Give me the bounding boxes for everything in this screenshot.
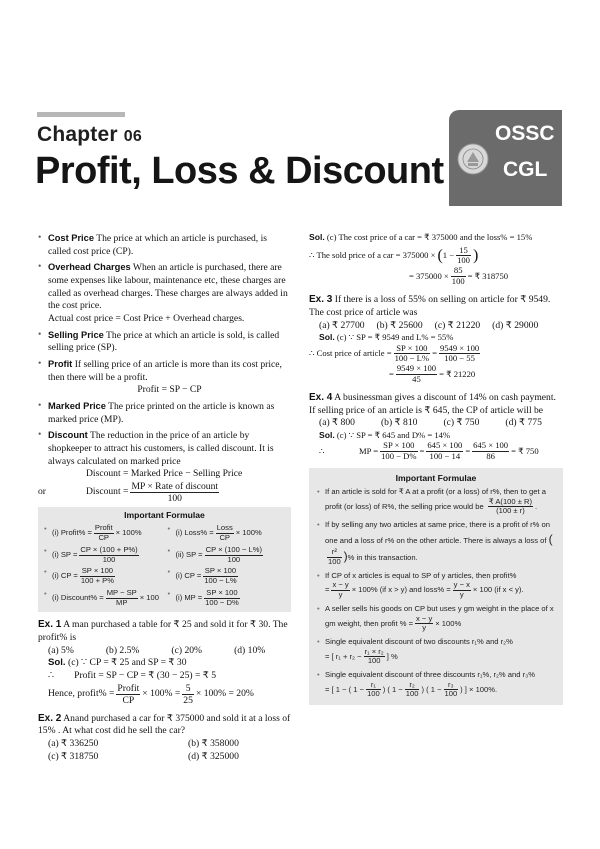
formula-three-discounts: • Single equivalent discount of three discounts r₁%, r₂% and r₃% = [ 1 − ( 1 − $\frac{\text{r₁}}{100}$ ) ( 1 − $\frac{\text{r₂}}{100}$ ) ( 1 − $\frac{\text{r₃}}{100}$ ) ] × 100%.	[317, 670, 555, 699]
discount-formula-2: or Discount = MP × Rate of discount 100	[38, 480, 219, 504]
example-2: Ex. 2 Anand purchased a car for ₹ 375000 and sold it at a loss of 15% . At what cost did he sell the car? (a) ₹ 336250 (b) ₹ 358000 (c) ₹ 318750 (d) ₹ 325000	[38, 712, 291, 762]
profit-formula: Profit = SP − CP	[137, 384, 202, 396]
discount-formula-1: Discount = Marked Price − Selling Price	[86, 468, 243, 480]
chapter-accent-bar	[37, 112, 125, 117]
example-1-final: Hence, profit% = Profit CP × 100% = $\frac{5}{25}$ × 100% = 20%	[48, 682, 254, 706]
definition-discount: • Discount The reduction in the price of an article by shopkeeper to attract his customers, is called discount. It is always calculated on marked price Discount = Marked Price − Selling Price or Discount = MP × Rate of discount 100	[38, 429, 291, 504]
example-2-options: (a) ₹ 336250 (b) ₹ 358000 (c) ₹ 318750 (d) ₹ 325000	[48, 737, 239, 762]
example-1-options: (a) 5% (b) 2.5% (c) 20% (d) 10%	[48, 644, 266, 656]
chapter-label: Chapter	[37, 123, 118, 146]
left-column	[38, 232, 291, 763]
exam-badge	[449, 110, 562, 206]
badge-line-cgl: CGL	[503, 158, 548, 181]
example-1: Ex. 1 A man purchased a table for ₹ 25 and sold it for ₹ 30. The profit% is (a) 5% (b) 2.5% (c) 20% (d) 10% Sol. (c) ∵ CP = ₹ 25 and SP = ₹ 30 ∴ Profit = SP − CP = ₹ (30 − 25) = ₹ 5 Hence, profit% = Profit CP × 100% = $\frac{5}{25}$ × 100% = 20%	[38, 618, 291, 705]
formulae-heading: Important Formulae	[124, 509, 205, 520]
formula-cp-loss: • (i) CP = $\frac{SP \times 100}{100 - L\%}$	[168, 567, 286, 585]
definition-cost-price: • Cost Price The price at which an article is purchased, is called cost price (CP).	[38, 232, 291, 258]
chapter-number: 06	[123, 128, 142, 145]
definition-selling-price: • Selling Price The price at which an article is sold, is called selling price (SP).	[38, 329, 291, 355]
chapter-title: Profit, Loss & Discount	[35, 150, 444, 192]
formula-cp-sp-articles: • If CP of x articles is equal to SP of y articles, then profit% = $\frac{x - y}{y}$ × 100% (if x > y) and loss% = $\frac{y - x}{y}$ × 100 (if x < y).	[317, 571, 555, 600]
right-column	[309, 232, 563, 705]
definition-profit: • Profit If selling price of an article is more than its cost price, then there will be a profit. Profit = SP − CP	[38, 358, 291, 397]
formulae-heading-right: Important Formulae	[395, 473, 477, 484]
example-4-options: (a) ₹ 800 (b) ₹ 810 (c) ₹ 750 (d) ₹ 775	[319, 417, 542, 429]
formula-two-discounts: • Single equivalent discount of two discounts r₁% and r₂% = [ r₁ + r₂ − $\frac{\text{r₁ × r₂}}{100}$ ] %	[317, 637, 555, 666]
important-formulae-box-right	[309, 468, 563, 705]
formula-loss-percent: • (i) Loss% = Loss CP × 100%	[168, 524, 286, 542]
emblem-seal-icon	[457, 143, 489, 175]
formula-equal-price-loss: • If by selling any two articles at same price, there is a profit of r% on one and a loss of r% on the other article. There is always a loss of ( $\frac{\text{r²}}{100}$ )% in this transaction.	[317, 520, 555, 567]
formula-profit-percent: • (i) Profit% = Profit CP × 100%	[44, 524, 162, 542]
example-3: Ex. 3 If there is a loss of 55% on selling on article for ₹ 9549. The cost price of article was (a) ₹ 27700 (b) ₹ 25600 (c) ₹ 21220 (d) ₹ 29000 Sol. (c) ∵ SP = ₹ 9549 and L% = 55% ∴ Cost price of article = $\frac{SP \times 100}{100 - L\%}$ = $\frac{9549 \times 100}{100 - 55}$ = $\frac{9549 \times 100}{45}$ = ₹ 21220	[309, 293, 563, 385]
formula-cp-profit: • (i) CP = $\frac{SP \times 100}{100 + P\%}$	[44, 567, 162, 585]
definition-overhead: • Overhead Charges When an article is purchased, there are some expenses like labour, maintenance etc, these charges are called as overhead charges. These charges are always added in the cost price. Actual cost price = Cost Price + Overhead charges.	[38, 261, 291, 325]
definition-list	[38, 232, 291, 504]
example-4: Ex. 4 A businessman gives a discount of 14% on cash payment. If selling price of an article is ₹ 645, the CP of article will be (a) ₹ 800 (b) ₹ 810 (c) ₹ 750 (d) ₹ 775 Sol. (c) ∵ SP = ₹ 645 and D% = 14% ∴ MP = $\frac{SP \times 100}{100 - D\%}$ = 645 × 100 100 − 14 = $\frac{645 \times 100}{86}$ = ₹ 750	[309, 391, 563, 462]
formula-sp-profit: • (i) SP = $\frac{CP \times (100 + P\%)}{100}$	[44, 546, 162, 564]
definition-marked-price: • Marked Price The price printed on the article is known as marked price (MP).	[38, 400, 291, 426]
example-2-solution: Sol. (c) The cost price of a car = ₹ 375000 and the loss% = 15% ∴ The sold price of a car = 375000 × ( 1 − $\frac{15}{100}$ ) = 375000 × $\frac{85}{100}$ = ₹ 318750	[309, 232, 533, 287]
important-formulae-box-left	[38, 507, 291, 612]
formula-false-weight: • A seller sells his goods on CP but uses y gm weight in the place of x gm weight, then profit % = $\frac{x - y}{y}$ × 100%	[317, 604, 555, 633]
example-3-options: (a) ₹ 27700 (b) ₹ 25600 (c) ₹ 21220 (d) ₹ 29000	[319, 319, 539, 331]
formula-discount-percent: • (i) Discount% = $\frac{MP - SP}{MP}$ × 100	[44, 589, 162, 607]
formula-sp-loss: • (ii) SP = $\frac{CP \times (100 - L\%)}{100}$	[168, 546, 286, 564]
formula-resale-price: • If an article is sold for ₹ A at a profit (or a loss) of r%, then to get a profit (or loss) of R%, the selling price would be $\frac{₹ A(100 \pm R)}{(100 \pm r)}$ .	[317, 487, 555, 516]
formula-mp: • (i) MP = $\frac{SP \times 100}{100 - D\%}$	[168, 589, 286, 607]
badge-line-ossc: OSSC	[495, 122, 555, 145]
chapter-heading	[37, 121, 142, 149]
